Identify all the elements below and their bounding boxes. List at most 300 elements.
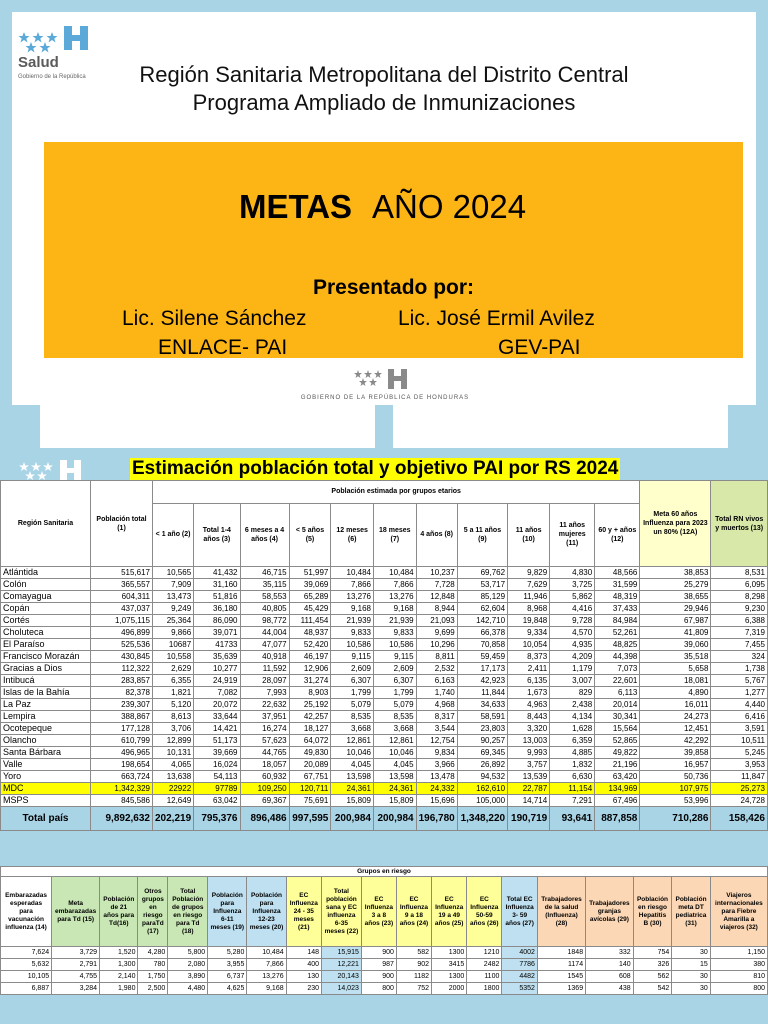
value-cell: 5,245 xyxy=(711,747,768,759)
value-cell: 49,830 xyxy=(289,747,331,759)
value-cell: 48,825 xyxy=(595,639,640,651)
risk-cell: 6,887 xyxy=(1,983,52,995)
table-row xyxy=(1,723,768,735)
region-cell: MDC xyxy=(1,783,91,795)
col-18m: 18 meses (7) xyxy=(373,503,416,566)
col-region: Región Sanitaria xyxy=(1,481,91,567)
value-cell: 64,072 xyxy=(289,735,331,747)
risk-cell: 1300 xyxy=(432,947,467,959)
value-cell: 4,209 xyxy=(550,651,595,663)
value-cell: 65,289 xyxy=(289,591,331,603)
risk-cell: 130 xyxy=(286,971,321,983)
value-cell: 162,610 xyxy=(457,783,507,795)
value-cell: 9,833 xyxy=(331,627,374,639)
total-cell: 200,984 xyxy=(373,807,416,831)
value-cell: 9,115 xyxy=(373,651,416,663)
value-cell: 13,276 xyxy=(373,591,416,603)
risk-cell: 752 xyxy=(396,983,431,995)
value-cell: 5,079 xyxy=(331,699,374,711)
value-cell: 51,816 xyxy=(194,591,240,603)
value-cell: 21,939 xyxy=(373,615,416,627)
risk-cell: 3415 xyxy=(432,959,467,971)
value-cell: 9,334 xyxy=(508,627,550,639)
gobierno-emblem-icon xyxy=(280,366,490,394)
value-cell: 10,054 xyxy=(508,639,550,651)
value-cell: 6,355 xyxy=(153,675,194,687)
value-cell: 7,073 xyxy=(595,663,640,675)
risk-cell: 810 xyxy=(710,971,767,983)
value-cell: 31,274 xyxy=(289,675,331,687)
region-cell: Atlántida xyxy=(1,567,91,579)
value-cell: 1,799 xyxy=(331,687,374,699)
value-cell: 7,993 xyxy=(240,687,289,699)
value-cell: 4,134 xyxy=(550,711,595,723)
risk-cell: 3,890 xyxy=(168,971,208,983)
frame-top xyxy=(0,0,768,12)
risk-cell: 5,632 xyxy=(1,959,52,971)
risk-row xyxy=(1,971,768,983)
value-cell: 58,591 xyxy=(457,711,507,723)
value-cell: 25,273 xyxy=(711,783,768,795)
value-cell: 3,591 xyxy=(711,723,768,735)
total-cell: 896,486 xyxy=(240,807,289,831)
value-cell: 94,532 xyxy=(457,771,507,783)
risk-cell: 1100 xyxy=(467,971,502,983)
value-cell: 1,075,115 xyxy=(91,615,153,627)
value-cell: 134,969 xyxy=(595,783,640,795)
value-cell: 14,421 xyxy=(194,723,240,735)
region-cell: Lempira xyxy=(1,711,91,723)
value-cell: 112,322 xyxy=(91,663,153,675)
col-rn: Total RN vivos y muertos (13) xyxy=(711,481,768,567)
risk-cell: 2482 xyxy=(467,959,502,971)
value-cell: 86,090 xyxy=(194,615,240,627)
risk-col-header: EC Influenza 19 a 49 años (25) xyxy=(432,877,467,947)
risk-col-header: Embarazadas esperadas para vacunación influenza (14) xyxy=(1,877,52,947)
value-cell: 10,558 xyxy=(153,651,194,663)
col-total-pop: Población total (1) xyxy=(91,481,153,567)
risk-cell: 780 xyxy=(138,959,168,971)
risk-cell: 4,280 xyxy=(138,947,168,959)
value-cell: 105,000 xyxy=(457,795,507,807)
value-cell: 365,557 xyxy=(91,579,153,591)
value-cell: 8,373 xyxy=(508,651,550,663)
value-cell: 10,277 xyxy=(194,663,240,675)
value-cell: 5,767 xyxy=(711,675,768,687)
risk-cell: 900 xyxy=(361,971,396,983)
value-cell: 90,257 xyxy=(457,735,507,747)
value-cell: 8,944 xyxy=(416,603,457,615)
region-cell: MSPS xyxy=(1,795,91,807)
value-cell: 20,089 xyxy=(289,759,331,771)
risk-col-header: Población meta DT pediatrica (31) xyxy=(672,877,710,947)
risk-col-header: EC Influenza 50-59 años (26) xyxy=(467,877,502,947)
gobierno-logo xyxy=(280,366,490,402)
value-cell: 54,113 xyxy=(194,771,240,783)
metas-banner xyxy=(44,142,743,358)
value-cell: 23,803 xyxy=(457,723,507,735)
value-cell: 3,966 xyxy=(416,759,457,771)
value-cell: 111,454 xyxy=(289,615,331,627)
risk-cell: 15 xyxy=(672,959,710,971)
risk-cell: 1,300 xyxy=(100,959,138,971)
risk-groups-table xyxy=(0,866,768,995)
value-cell: 7,728 xyxy=(416,579,457,591)
table-row xyxy=(1,615,768,627)
risk-columns-row xyxy=(1,877,768,947)
value-cell: 1,277 xyxy=(711,687,768,699)
col-under5: < 5 años (5) xyxy=(289,503,331,566)
region-cell: Yoro xyxy=(1,771,91,783)
value-cell: 10,296 xyxy=(416,639,457,651)
value-cell: 663,724 xyxy=(91,771,153,783)
value-cell: 12,899 xyxy=(153,735,194,747)
risk-cell: 2,140 xyxy=(100,971,138,983)
value-cell: 1,628 xyxy=(550,723,595,735)
value-cell: 33,644 xyxy=(194,711,240,723)
value-cell: 34,633 xyxy=(457,699,507,711)
value-cell: 20,014 xyxy=(595,699,640,711)
col-11y-women: 11 años mujeres (11) xyxy=(550,503,595,566)
region-cell: Ocotepeque xyxy=(1,723,91,735)
value-cell: 11,844 xyxy=(457,687,507,699)
value-cell: 198,654 xyxy=(91,759,153,771)
table-row xyxy=(1,735,768,747)
risk-cell: 438 xyxy=(586,983,634,995)
value-cell: 13,539 xyxy=(508,771,550,783)
value-cell: 44,398 xyxy=(595,651,640,663)
region-cell: Islas de la Bahía xyxy=(1,687,91,699)
value-cell: 52,261 xyxy=(595,627,640,639)
risk-col-header: Meta embarazadas para Td (15) xyxy=(52,877,100,947)
value-cell: 60,932 xyxy=(240,771,289,783)
value-cell: 388,867 xyxy=(91,711,153,723)
value-cell: 13,473 xyxy=(153,591,194,603)
value-cell: 2,609 xyxy=(373,663,416,675)
risk-col-header: Total EC Influenza 3- 59 años (27) xyxy=(502,877,538,947)
value-cell: 496,965 xyxy=(91,747,153,759)
value-cell: 15,809 xyxy=(331,795,374,807)
value-cell: 11,154 xyxy=(550,783,595,795)
value-cell: 38,655 xyxy=(640,591,711,603)
value-cell: 2,438 xyxy=(550,699,595,711)
total-label: Total país xyxy=(1,807,91,831)
value-cell: 10,586 xyxy=(331,639,374,651)
risk-cell: 3,729 xyxy=(52,947,100,959)
value-cell: 24,361 xyxy=(373,783,416,795)
value-cell: 15,809 xyxy=(373,795,416,807)
risk-col-header: EC Influenza 9 a 18 años (24) xyxy=(396,877,431,947)
risk-cell: 754 xyxy=(633,947,672,959)
value-cell: 21,196 xyxy=(595,759,640,771)
risk-cell: 30 xyxy=(672,983,710,995)
value-cell: 4,045 xyxy=(331,759,374,771)
value-cell: 8,443 xyxy=(508,711,550,723)
value-cell: 38,853 xyxy=(640,567,711,579)
value-cell: 604,311 xyxy=(91,591,153,603)
risk-cell: 4,755 xyxy=(52,971,100,983)
value-cell: 1,342,329 xyxy=(91,783,153,795)
value-cell: 59,459 xyxy=(457,651,507,663)
value-cell: 46,197 xyxy=(289,651,331,663)
value-cell: 10,511 xyxy=(711,735,768,747)
risk-col-header: Total Población de grupos en riesgo para Td (18) xyxy=(168,877,208,947)
value-cell: 85,129 xyxy=(457,591,507,603)
value-cell: 525,536 xyxy=(91,639,153,651)
region-cell: La Paz xyxy=(1,699,91,711)
value-cell: 16,011 xyxy=(640,699,711,711)
risk-cell: 140 xyxy=(586,959,634,971)
value-cell: 3,706 xyxy=(153,723,194,735)
region-cell: Valle xyxy=(1,759,91,771)
program-title: Programa Ampliado de Inmunizaciones xyxy=(192,90,576,115)
value-cell: 26,892 xyxy=(457,759,507,771)
risk-cell: 326 xyxy=(633,959,672,971)
value-cell: 283,857 xyxy=(91,675,153,687)
value-cell: 53,996 xyxy=(640,795,711,807)
risk-cell: 2000 xyxy=(432,983,467,995)
risk-cell: 2,500 xyxy=(138,983,168,995)
value-cell: 2,411 xyxy=(508,663,550,675)
value-cell: 8,903 xyxy=(289,687,331,699)
slide2-title: Estimación población total y objetivo PAI por RS 2024 xyxy=(132,458,619,479)
value-cell: 11,592 xyxy=(240,663,289,675)
value-cell: 13,598 xyxy=(331,771,374,783)
region-cell: Santa Bárbara xyxy=(1,747,91,759)
value-cell: 4,416 xyxy=(550,603,595,615)
value-cell: 13,003 xyxy=(508,735,550,747)
value-cell: 9,249 xyxy=(153,603,194,615)
value-cell: 24,332 xyxy=(416,783,457,795)
risk-col-header: Población en riesgo Hepatitis B (30) xyxy=(633,877,672,947)
value-cell: 20,072 xyxy=(194,699,240,711)
region-cell: Gracias a Dios xyxy=(1,663,91,675)
value-cell: 9,829 xyxy=(508,567,550,579)
risk-cell: 10,484 xyxy=(247,947,286,959)
risk-row xyxy=(1,947,768,959)
value-cell: 18,081 xyxy=(640,675,711,687)
value-cell: 829 xyxy=(550,687,595,699)
value-cell: 46,715 xyxy=(240,567,289,579)
table-row xyxy=(1,651,768,663)
value-cell: 35,518 xyxy=(640,651,711,663)
value-cell: 75,691 xyxy=(289,795,331,807)
presented-by-label: Presentado por: xyxy=(312,276,475,299)
risk-cell: 1848 xyxy=(537,947,585,959)
col-60plus: 60 y + años (12) xyxy=(595,503,640,566)
risk-cell: 30 xyxy=(672,971,710,983)
presenter-1-role: ENLACE- PAI xyxy=(158,336,288,359)
total-cell: 795,376 xyxy=(194,807,240,831)
frame-bottom-right xyxy=(728,405,768,448)
value-cell: 4,890 xyxy=(640,687,711,699)
risk-cell: 380 xyxy=(710,959,767,971)
frame-bottom-middle xyxy=(375,405,393,448)
value-cell: 39,069 xyxy=(289,579,331,591)
table-row xyxy=(1,711,768,723)
risk-cell: 14,023 xyxy=(322,983,362,995)
value-cell: 69,367 xyxy=(240,795,289,807)
value-cell: 24,361 xyxy=(331,783,374,795)
value-cell: 41733 xyxy=(194,639,240,651)
risk-cell: 542 xyxy=(633,983,672,995)
region-cell: Colón xyxy=(1,579,91,591)
value-cell: 6,135 xyxy=(508,675,550,687)
value-cell: 10,484 xyxy=(373,567,416,579)
value-cell: 24,273 xyxy=(640,711,711,723)
risk-cell: 1545 xyxy=(537,971,585,983)
value-cell: 41,809 xyxy=(640,627,711,639)
value-cell: 12,754 xyxy=(416,735,457,747)
value-cell: 2,532 xyxy=(416,663,457,675)
value-cell: 24,728 xyxy=(711,795,768,807)
value-cell: 12,861 xyxy=(331,735,374,747)
value-cell: 5,862 xyxy=(550,591,595,603)
value-cell: 52,865 xyxy=(595,735,640,747)
population-table xyxy=(0,480,768,831)
region-cell: Copán xyxy=(1,603,91,615)
value-cell: 45,429 xyxy=(289,603,331,615)
table-row xyxy=(1,747,768,759)
value-cell: 9,834 xyxy=(416,747,457,759)
value-cell: 11,946 xyxy=(508,591,550,603)
value-cell: 7,629 xyxy=(508,579,550,591)
value-cell: 177,128 xyxy=(91,723,153,735)
risk-cell: 7786 xyxy=(502,959,538,971)
risk-col-header: Otros grupos en riesgo paraTd (17) xyxy=(138,877,168,947)
value-cell: 7,866 xyxy=(331,579,374,591)
value-cell: 9,866 xyxy=(153,627,194,639)
value-cell: 8,811 xyxy=(416,651,457,663)
risk-cell: 900 xyxy=(361,947,396,959)
risk-cell: 400 xyxy=(286,959,321,971)
value-cell: 18,057 xyxy=(240,759,289,771)
region-cell: Comayagua xyxy=(1,591,91,603)
value-cell: 25,192 xyxy=(289,699,331,711)
value-cell: 3,725 xyxy=(550,579,595,591)
value-cell: 51,997 xyxy=(289,567,331,579)
risk-cell: 562 xyxy=(633,971,672,983)
risk-cell: 4,480 xyxy=(168,983,208,995)
value-cell: 7,082 xyxy=(194,687,240,699)
region-cell: Francisco Morazán xyxy=(1,651,91,663)
col-under1: < 1 año (2) xyxy=(153,503,194,566)
value-cell: 12,451 xyxy=(640,723,711,735)
risk-col-header: Viajeros internacionales para Fiebre Amarilla a viajeros (32) xyxy=(710,877,767,947)
value-cell: 10,237 xyxy=(416,567,457,579)
value-cell: 4,963 xyxy=(508,699,550,711)
value-cell: 39,060 xyxy=(640,639,711,651)
col-4y: 4 años (8) xyxy=(416,503,457,566)
value-cell: 4,065 xyxy=(153,759,194,771)
value-cell: 1,673 xyxy=(508,687,550,699)
risk-header: Grupos en riesgo xyxy=(1,867,768,877)
value-cell: 44,004 xyxy=(240,627,289,639)
value-cell: 10,131 xyxy=(153,747,194,759)
col-6m-4: 6 meses a 4 años (4) xyxy=(240,503,289,566)
value-cell: 50,736 xyxy=(640,771,711,783)
logo-salud-text: Salud xyxy=(18,54,59,71)
value-cell: 10,046 xyxy=(373,747,416,759)
risk-cell: 4,625 xyxy=(208,983,247,995)
logo-subtext: Gobierno de la República xyxy=(18,74,86,80)
risk-cell: 7,866 xyxy=(247,959,286,971)
value-cell: 22,787 xyxy=(508,783,550,795)
region-cell: Cortés xyxy=(1,615,91,627)
value-cell: 515,617 xyxy=(91,567,153,579)
value-cell: 4,570 xyxy=(550,627,595,639)
value-cell: 41,432 xyxy=(194,567,240,579)
value-cell: 57,623 xyxy=(240,735,289,747)
risk-cell: 1174 xyxy=(537,959,585,971)
value-cell: 47,077 xyxy=(240,639,289,651)
value-cell: 16,024 xyxy=(194,759,240,771)
risk-cell: 5,800 xyxy=(168,947,208,959)
value-cell: 142,710 xyxy=(457,615,507,627)
value-cell: 97789 xyxy=(194,783,240,795)
value-cell: 13,598 xyxy=(373,771,416,783)
value-cell: 51,173 xyxy=(194,735,240,747)
value-cell: 12,861 xyxy=(373,735,416,747)
risk-cell: 20,143 xyxy=(322,971,362,983)
value-cell: 18,127 xyxy=(289,723,331,735)
risk-col-header: Total población sana y EC influenza 6-35 meses (22) xyxy=(322,877,362,947)
col-1-4: Total 1-4 años (3) xyxy=(194,503,240,566)
risk-cell: 30 xyxy=(672,947,710,959)
value-cell: 44,765 xyxy=(240,747,289,759)
value-cell: 67,987 xyxy=(640,615,711,627)
total-cell: 202,219 xyxy=(153,807,194,831)
risk-cell: 1210 xyxy=(467,947,502,959)
value-cell: 12,649 xyxy=(153,795,194,807)
value-cell: 10,484 xyxy=(331,567,374,579)
value-cell: 496,899 xyxy=(91,627,153,639)
value-cell: 4,045 xyxy=(373,759,416,771)
value-cell: 3,007 xyxy=(550,675,595,687)
population-slide xyxy=(0,448,768,1024)
value-cell: 5,120 xyxy=(153,699,194,711)
value-cell: 22922 xyxy=(153,783,194,795)
value-cell: 6,630 xyxy=(550,771,595,783)
value-cell: 69,345 xyxy=(457,747,507,759)
region-cell: El Paraíso xyxy=(1,639,91,651)
value-cell: 35,639 xyxy=(194,651,240,663)
value-cell: 10,586 xyxy=(373,639,416,651)
table-row xyxy=(1,783,768,795)
value-cell: 1,832 xyxy=(550,759,595,771)
value-cell: 8,317 xyxy=(416,711,457,723)
value-cell: 109,250 xyxy=(240,783,289,795)
value-cell: 35,115 xyxy=(240,579,289,591)
risk-row xyxy=(1,983,768,995)
value-cell: 1,179 xyxy=(550,663,595,675)
value-cell: 25,364 xyxy=(153,615,194,627)
risk-cell: 230 xyxy=(286,983,321,995)
group-header: Población estimada por grupos etarios xyxy=(153,481,640,504)
value-cell: 15,564 xyxy=(595,723,640,735)
total-cell: 158,426 xyxy=(711,807,768,831)
value-cell: 13,276 xyxy=(331,591,374,603)
value-cell: 11,847 xyxy=(711,771,768,783)
table-row xyxy=(1,675,768,687)
value-cell: 13,638 xyxy=(153,771,194,783)
table-row xyxy=(1,759,768,771)
risk-cell: 148 xyxy=(286,947,321,959)
presenter-2-role: GEV-PAI xyxy=(498,336,581,359)
value-cell: 40,805 xyxy=(240,603,289,615)
value-cell: 36,180 xyxy=(194,603,240,615)
risk-cell: 1,750 xyxy=(138,971,168,983)
